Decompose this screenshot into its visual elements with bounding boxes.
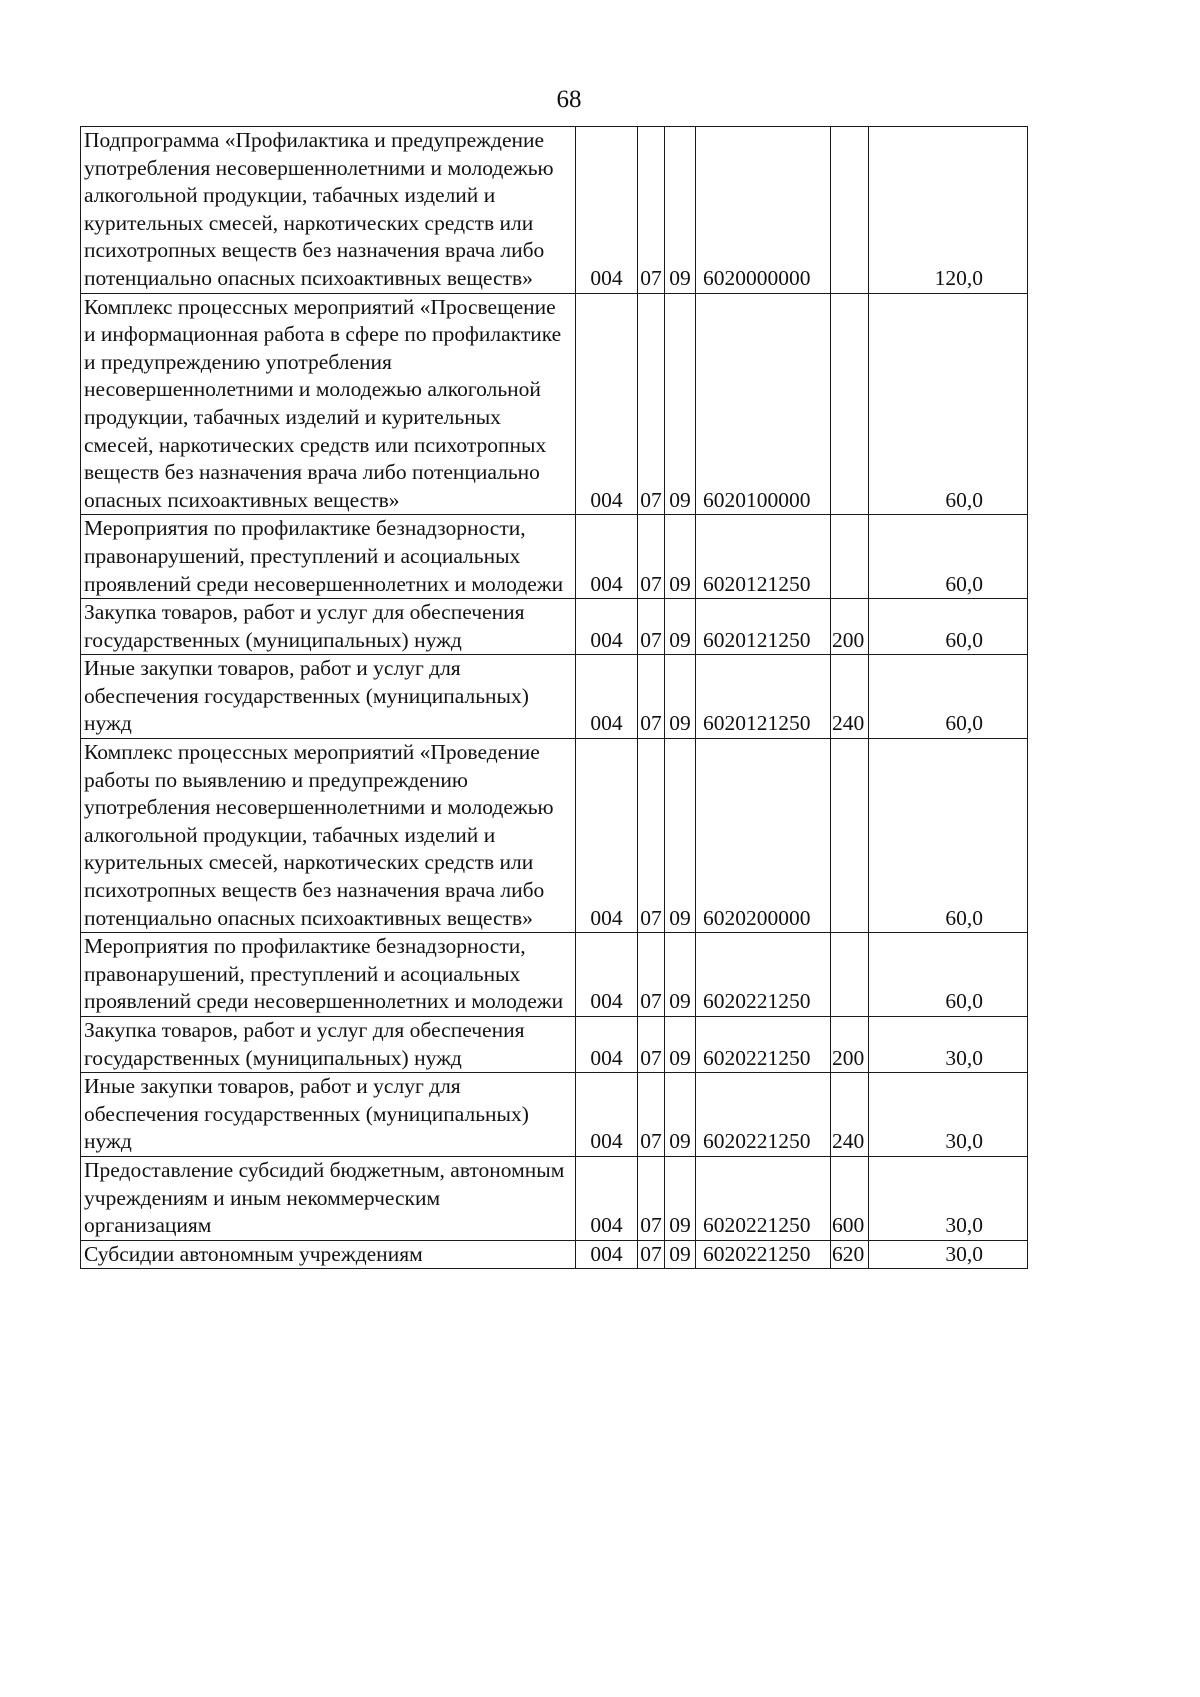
amount-cell: 30,0 xyxy=(869,1240,1028,1269)
table-row xyxy=(81,933,1028,1017)
table-row xyxy=(81,1156,1028,1240)
ministry-code-cell: 004 xyxy=(576,127,638,294)
target-item-cell: 6020221250 xyxy=(696,1240,831,1269)
section-code-cell: 07 xyxy=(638,655,665,739)
row-name-cell: Предоставление субсидий бюджетным, автономным учреждениям и иным некоммерческим организациям xyxy=(81,1156,576,1240)
row-name-cell: Мероприятия по профилактике безнадзорности, правонарушений, преступлений и асоциальных проявлений среди несовершеннолетних и молодежи xyxy=(81,515,576,599)
section-code-cell: 07 xyxy=(638,1017,665,1073)
amount-cell: 60,0 xyxy=(869,739,1028,933)
ministry-code-cell: 004 xyxy=(576,515,638,599)
target-item-cell: 6020121250 xyxy=(696,515,831,599)
target-item-cell: 6020121250 xyxy=(696,655,831,739)
ministry-code-cell: 004 xyxy=(576,933,638,1017)
expense-type-cell: 600 xyxy=(831,1156,869,1240)
amount-cell: 60,0 xyxy=(869,933,1028,1017)
amount-cell: 60,0 xyxy=(869,655,1028,739)
target-item-cell: 6020200000 xyxy=(696,739,831,933)
amount-cell: 60,0 xyxy=(869,599,1028,655)
row-name-cell: Мероприятия по профилактике безнадзорности, правонарушений, преступлений и асоциальных проявлений среди несовершеннолетних и молодежи xyxy=(81,933,576,1017)
subsection-code-cell: 09 xyxy=(665,515,696,599)
table-row xyxy=(81,1017,1028,1073)
row-name-cell: Иные закупки товаров, работ и услуг для обеспечения государственных (муниципальных) нужд xyxy=(81,1073,576,1157)
expense-type-cell xyxy=(831,933,869,1017)
subsection-code-cell: 09 xyxy=(665,1240,696,1269)
subsection-code-cell: 09 xyxy=(665,1156,696,1240)
amount-cell: 60,0 xyxy=(869,515,1028,599)
target-item-cell: 6020121250 xyxy=(696,599,831,655)
row-name-cell: Подпрограмма «Профилактика и предупреждение употребления несовершеннолетними и молодежью алкогольной продукции, табачных изделий и курительных смесей, наркотических средств или психотропных веществ без назначения врача либо потенциально опасных психоактивных веществ» xyxy=(81,127,576,294)
section-code-cell: 07 xyxy=(638,127,665,294)
subsection-code-cell: 09 xyxy=(665,1017,696,1073)
ministry-code-cell: 004 xyxy=(576,599,638,655)
amount-cell: 30,0 xyxy=(869,1073,1028,1157)
subsection-code-cell: 09 xyxy=(665,1073,696,1157)
table-row xyxy=(81,1073,1028,1157)
row-name-cell: Комплекс процессных мероприятий «Просвещение и информационная работа в сфере по профилактике и предупреждению употребления несовершеннолетними и молодежью алкогольной продукции, табачных изделий и курительных смесей, наркотических средств или психотропных веществ без назначения врача либо потенциально опасных психоактивных веществ» xyxy=(81,293,576,515)
section-code-cell: 07 xyxy=(638,739,665,933)
target-item-cell: 6020221250 xyxy=(696,933,831,1017)
table-row xyxy=(81,293,1028,515)
section-code-cell: 07 xyxy=(638,1240,665,1269)
amount-cell: 60,0 xyxy=(869,293,1028,515)
subsection-code-cell: 09 xyxy=(665,127,696,294)
ministry-code-cell: 004 xyxy=(576,1156,638,1240)
table-row xyxy=(81,599,1028,655)
row-name-cell: Субсидии автономным учреждениям xyxy=(81,1240,576,1269)
table-row xyxy=(81,655,1028,739)
expense-type-cell xyxy=(831,739,869,933)
table-row xyxy=(81,515,1028,599)
row-name-cell: Комплекс процессных мероприятий «Проведение работы по выявлению и предупреждению употребления несовершеннолетними и молодежью алкогольной продукции, табачных изделий и курительных смесей, наркотических средств или психотропных веществ без назначения врача либо потенциально опасных психоактивных веществ» xyxy=(81,739,576,933)
amount-cell: 30,0 xyxy=(869,1017,1028,1073)
section-code-cell: 07 xyxy=(638,515,665,599)
table-row xyxy=(81,1240,1028,1269)
target-item-cell: 6020000000 xyxy=(696,127,831,294)
expense-type-cell xyxy=(831,515,869,599)
section-code-cell: 07 xyxy=(638,1073,665,1157)
expense-type-cell: 240 xyxy=(831,655,869,739)
expense-type-cell: 240 xyxy=(831,1073,869,1157)
expense-type-cell: 200 xyxy=(831,1017,869,1073)
ministry-code-cell: 004 xyxy=(576,293,638,515)
target-item-cell: 6020221250 xyxy=(696,1156,831,1240)
row-name-cell: Закупка товаров, работ и услуг для обеспечения государственных (муниципальных) нужд xyxy=(81,599,576,655)
subsection-code-cell: 09 xyxy=(665,933,696,1017)
section-code-cell: 07 xyxy=(638,293,665,515)
target-item-cell: 6020221250 xyxy=(696,1017,831,1073)
row-name-cell: Иные закупки товаров, работ и услуг для обеспечения государственных (муниципальных) нужд xyxy=(81,655,576,739)
amount-cell: 30,0 xyxy=(869,1156,1028,1240)
expense-type-cell xyxy=(831,293,869,515)
subsection-code-cell: 09 xyxy=(665,655,696,739)
ministry-code-cell: 004 xyxy=(576,1073,638,1157)
target-item-cell: 6020100000 xyxy=(696,293,831,515)
section-code-cell: 07 xyxy=(638,1156,665,1240)
expense-type-cell xyxy=(831,127,869,294)
subsection-code-cell: 09 xyxy=(665,599,696,655)
section-code-cell: 07 xyxy=(638,933,665,1017)
target-item-cell: 6020221250 xyxy=(696,1073,831,1157)
expense-type-cell: 200 xyxy=(831,599,869,655)
budget-table xyxy=(80,126,1028,1269)
ministry-code-cell: 004 xyxy=(576,739,638,933)
ministry-code-cell: 004 xyxy=(576,1240,638,1269)
subsection-code-cell: 09 xyxy=(665,293,696,515)
section-code-cell: 07 xyxy=(638,599,665,655)
ministry-code-cell: 004 xyxy=(576,1017,638,1073)
amount-cell: 120,0 xyxy=(869,127,1028,294)
ministry-code-cell: 004 xyxy=(576,655,638,739)
row-name-cell: Закупка товаров, работ и услуг для обеспечения государственных (муниципальных) нужд xyxy=(81,1017,576,1073)
table-row xyxy=(81,739,1028,933)
page-number: 68 xyxy=(556,86,582,113)
subsection-code-cell: 09 xyxy=(665,739,696,933)
table-row xyxy=(81,127,1028,294)
expense-type-cell: 620 xyxy=(831,1240,869,1269)
